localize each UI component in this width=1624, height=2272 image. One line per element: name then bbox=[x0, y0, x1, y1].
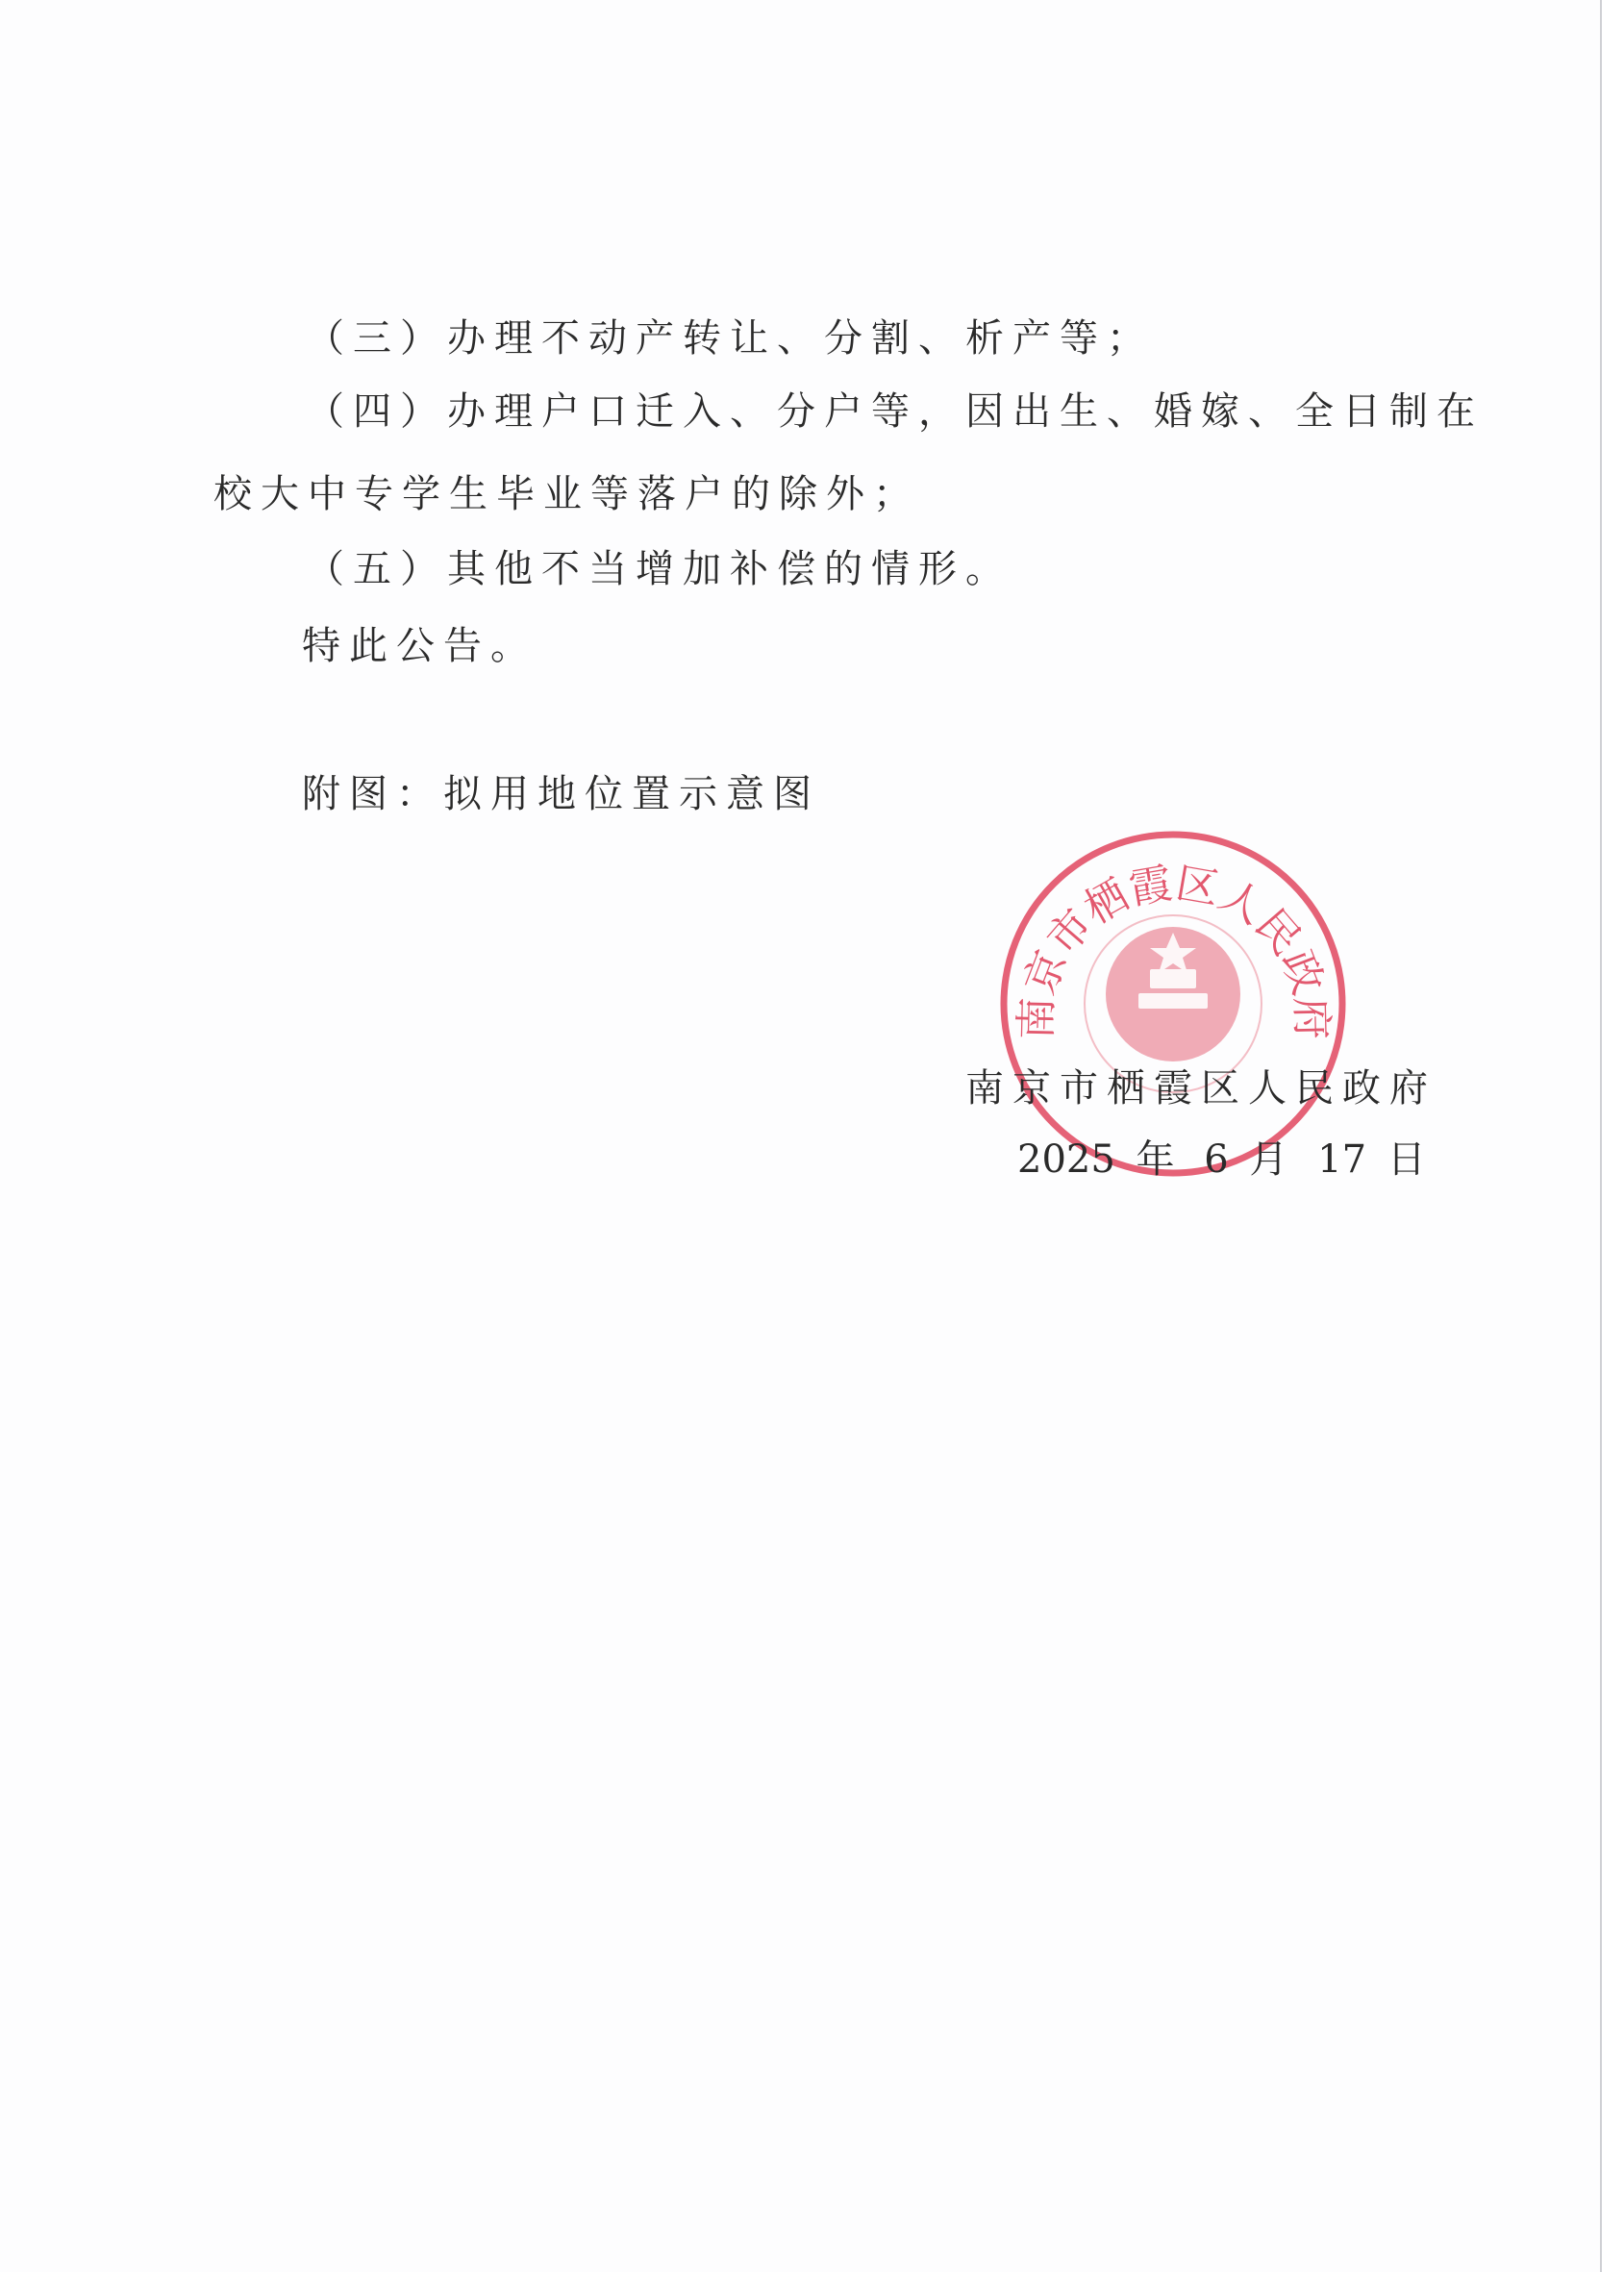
date-day: 17 bbox=[1317, 1137, 1367, 1182]
date-month-unit: 月 bbox=[1249, 1137, 1297, 1182]
page-edge bbox=[1600, 0, 1624, 2272]
date-year: 2025 bbox=[1017, 1137, 1115, 1182]
date-year-unit: 年 bbox=[1136, 1137, 1184, 1182]
date-month: 6 bbox=[1204, 1137, 1229, 1182]
paragraph-item-5: （五）其他不当增加补偿的情形。 bbox=[306, 547, 1012, 591]
official-seal bbox=[994, 825, 1352, 1183]
issuer-name: 南京市栖霞区人民政府 bbox=[965, 1066, 1437, 1111]
paragraph-item-4: （四）办理户口迁入、分户等，因出生、婚嫁、全日制在 bbox=[306, 389, 1484, 434]
paragraph-item-4-continued: 校大中专学生毕业等落户的除外； bbox=[213, 472, 920, 516]
issue-date bbox=[1017, 1137, 1435, 1182]
attachment-note: 附图：拟用地位置示意图 bbox=[302, 772, 820, 816]
date-day-unit: 日 bbox=[1387, 1137, 1435, 1182]
seal-text: 南京市栖霞区人民政府 bbox=[1012, 859, 1337, 1040]
closing-statement: 特此公告。 bbox=[302, 624, 537, 668]
paragraph-item-3: （三）办理不动产转让、分割、析产等； bbox=[306, 316, 1154, 361]
